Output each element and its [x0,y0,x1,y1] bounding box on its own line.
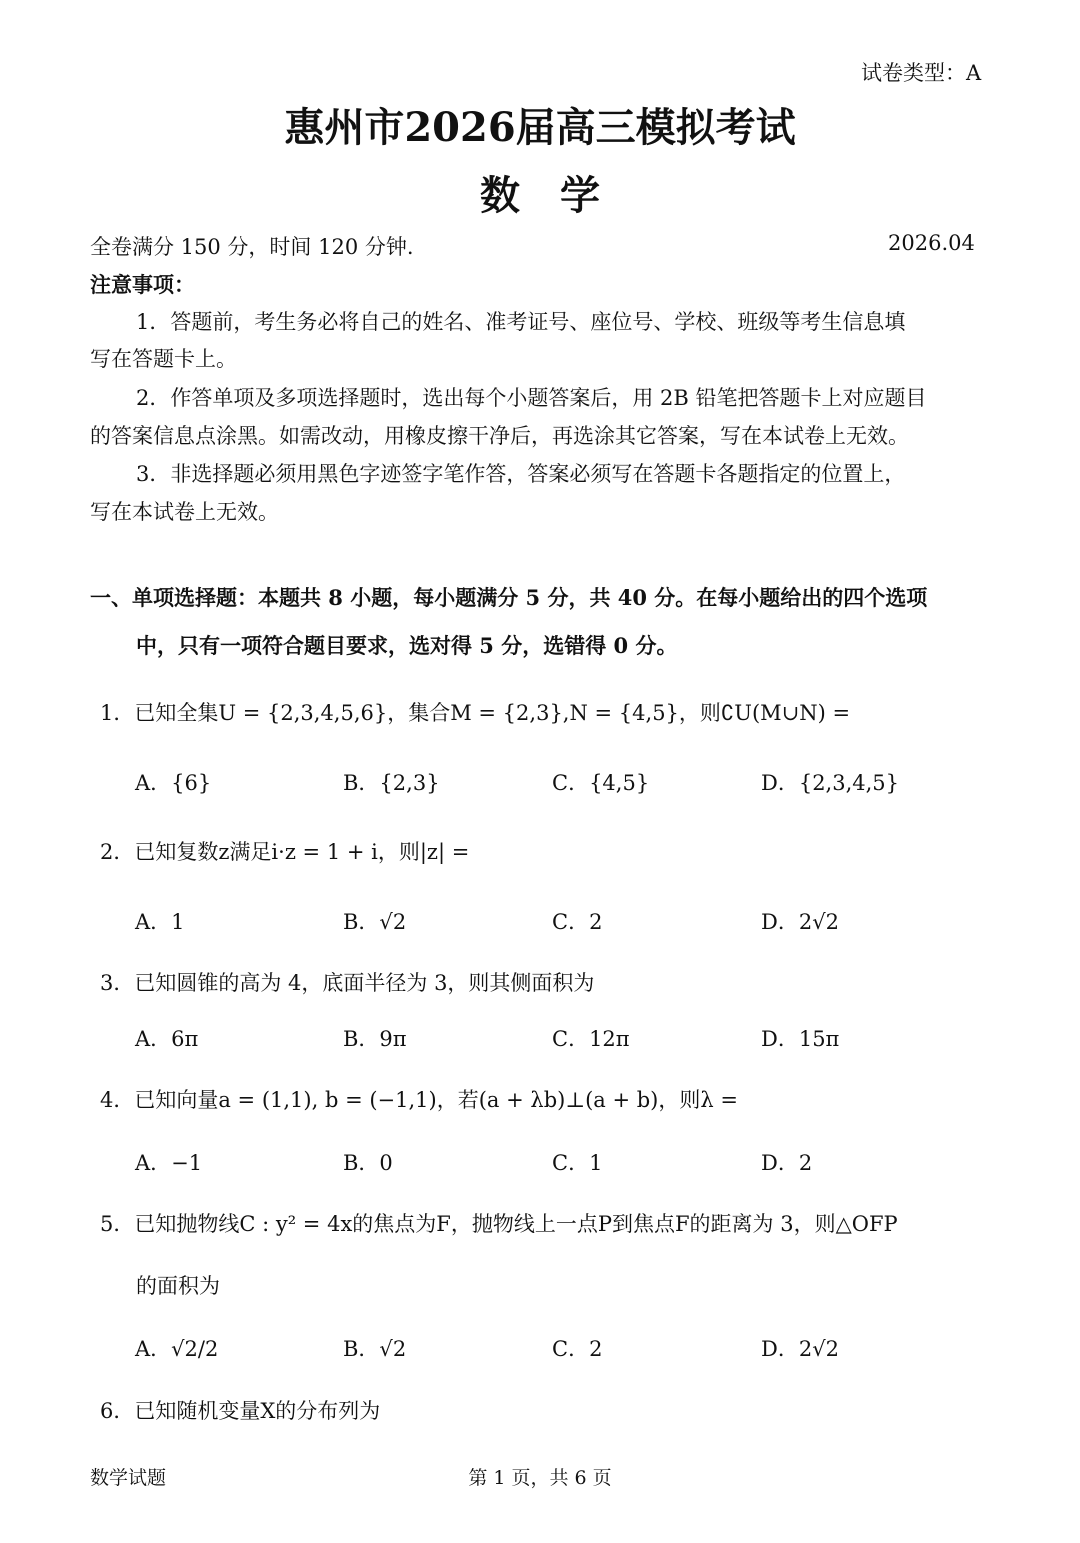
q5-option-a: A．√2/2 [135,1337,219,1361]
q4-option-b: B．0 [343,1151,393,1175]
footer-page-number: 第 1 页，共 6 页 [468,1467,612,1489]
q3-option-a: A．6π [135,1027,199,1051]
subject-title: 数 学 [480,172,600,219]
notice-item-1: 1．答题前，考生务必将自己的姓名、准考证号、座位号、学校、班级等考生信息填 [136,310,906,334]
q4-option-a: A．−1 [135,1151,203,1175]
q1-option-c: C．{4,5} [552,771,650,795]
q1-option-a: A．{6} [135,771,212,795]
question-3-stem: 3．已知圆锥的高为 4，底面半径为 3，则其侧面积为 [100,971,595,995]
question-1-stem: 1．已知全集U = {2,3,4,5,6}，集合M = {2,3},N = {4,5}，则∁U(M∪N) = [100,701,851,725]
q1-option-b: B．{2,3} [343,771,440,795]
notice-item-2: 2．作答单项及多项选择题时，选出每个小题答案后，用 2B 铅笔把答题卡上对应题目 [136,386,927,410]
q2-option-c: C．2 [552,910,603,934]
question-5-stem-cont: 的面积为 [136,1274,220,1298]
q2-option-b: B．√2 [343,910,407,934]
section-1-heading: 一、单项选择题：本题共 8 小题，每小题满分 5 分，共 40 分。在每小题给出的四个选项 [90,585,928,610]
footer-subject: 数学试题 [90,1467,167,1489]
score-time: 全卷满分 150 分，时间 120 分钟. [90,235,414,259]
q5-option-c: C．2 [552,1337,603,1361]
q3-option-b: B．9π [343,1027,407,1051]
q5-option-d: D．2√2 [761,1337,839,1361]
question-2-stem: 2．已知复数z满足i·z = 1 + i，则|z| = [100,840,470,864]
notice-item-3-cont: 写在本试卷上无效。 [90,500,279,524]
q4-option-d: D．2 [761,1151,813,1175]
notice-item-2-cont: 的答案信息点涂黑。如需改动，用橡皮擦干净后，再选涂其它答案，写在本试卷上无效。 [90,424,909,448]
notice-heading: 注意事项： [90,272,195,297]
paper-type: 试卷类型：A [861,61,982,85]
q2-option-d: D．2√2 [761,910,839,934]
notice-item-3: 3．非选择题必须用黑色字迹签字笔作答，答案必须写在答题卡各题指定的位置上， [136,462,906,486]
q3-option-c: C．12π [552,1027,630,1051]
q2-option-a: A．1 [135,910,185,934]
notice-item-1-cont: 写在答题卡上。 [90,347,237,371]
section-1-heading-cont: 中，只有一项符合题目要求，选对得 5 分，选错得 0 分。 [136,633,678,658]
question-5-stem: 5．已知抛物线C : y² = 4x的焦点为F，抛物线上一点P到焦点F的距离为 3，则△OFP [100,1212,898,1236]
q3-option-d: D．15π [761,1027,840,1051]
question-4-stem: 4．已知向量a = (1,1), b = (−1,1)，若(a + λb)⊥(a + b)，则λ = [100,1088,738,1112]
q5-option-b: B．√2 [343,1337,407,1361]
exam-date: 2026.04 [888,231,975,255]
q4-option-c: C．1 [552,1151,603,1175]
q1-option-d: D．{2,3,4,5} [761,771,900,795]
question-6-stem: 6．已知随机变量X的分布列为 [100,1399,381,1423]
exam-title: 惠州市2026届高三模拟考试 [284,104,796,151]
